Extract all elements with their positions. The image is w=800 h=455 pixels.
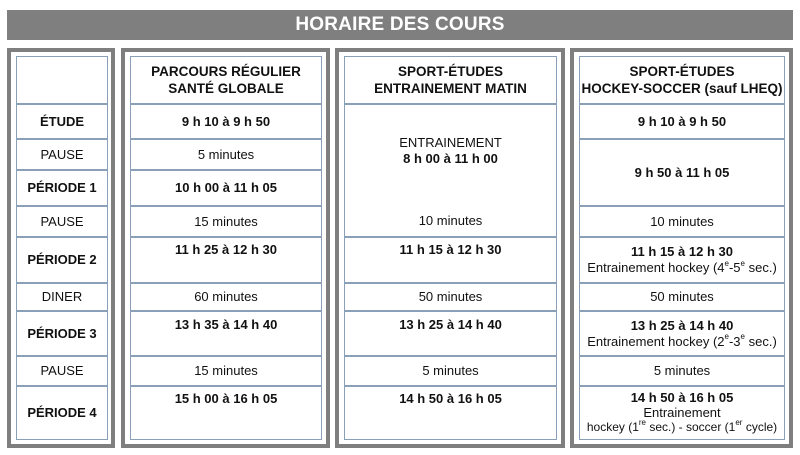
- morning-training-panel: [335, 48, 565, 448]
- cell-diner: 50 minutes: [344, 283, 557, 311]
- note-superscript: e: [724, 258, 729, 268]
- note-text: -5: [728, 260, 741, 275]
- note-text: sec.): [744, 260, 777, 275]
- training-note: [587, 260, 777, 276]
- cell-etude: 9 h 10 à 9 h 50: [579, 104, 785, 139]
- cell-periode-2: [579, 237, 785, 283]
- row-label-etude: ÉTUDE: [16, 104, 108, 139]
- regular-program-panel: [121, 48, 330, 448]
- note-superscript: er: [735, 418, 743, 427]
- column-header-regular: [130, 56, 322, 104]
- cell-periode-1: 9 h 50 à 11 h 05: [579, 139, 785, 206]
- note-text: hockey (1: [586, 420, 639, 434]
- training-note: [587, 334, 777, 350]
- cell-etude: 9 h 10 à 9 h 50: [130, 104, 322, 139]
- periode-time: 11 h 15 à 12 h 30: [631, 244, 733, 259]
- note-superscript: e: [724, 332, 729, 342]
- note-text: Entrainement hockey (4: [587, 260, 725, 275]
- page-title: HORAIRE DES COURS: [7, 10, 793, 40]
- note-text: cycle): [742, 420, 778, 434]
- column-header-hockey-soccer: [579, 56, 785, 104]
- training-note: Entrainement: [643, 405, 721, 420]
- periode-time: 14 h 50 à 16 h 05: [630, 390, 734, 405]
- cell-pause: 15 minutes: [130, 206, 322, 237]
- note-text: sec.): [744, 333, 777, 349]
- header-line: ENTRAINEMENT MATIN: [374, 81, 527, 96]
- column-header-morning-training: [344, 56, 557, 104]
- row-label-pause: PAUSE: [16, 206, 108, 237]
- note-superscript: e: [740, 332, 745, 342]
- row-label-diner: DINER: [16, 283, 108, 311]
- row-label-pause: PAUSE: [16, 139, 108, 170]
- note-superscript: re: [638, 418, 646, 427]
- row-labels-panel: [7, 48, 115, 448]
- cell-periode-2: 11 h 15 à 12 h 30: [344, 237, 557, 283]
- cell-diner: 60 minutes: [130, 283, 322, 311]
- cell-periode-3: 13 h 35 à 14 h 40: [130, 311, 322, 356]
- header-line: HOCKEY-SOCCER (sauf LHEQ): [581, 81, 783, 96]
- cell-pause: 15 minutes: [130, 356, 322, 386]
- row-label-periode-3: PÉRIODE 3: [16, 311, 108, 356]
- cell-pause: 10 minutes: [579, 206, 785, 237]
- training-time: 8 h 00 à 11 h 00: [403, 151, 498, 166]
- cell-periode-4: 15 h 00 à 16 h 05: [130, 386, 322, 440]
- cell-pause: 5 minutes: [579, 356, 785, 386]
- cell-periode-4: [579, 386, 785, 440]
- cell-periode-3: 13 h 25 à 14 h 40: [344, 311, 557, 356]
- header-line: SPORT-ÉTUDES: [629, 64, 735, 79]
- header-line: SANTÉ GLOBALE: [168, 81, 284, 96]
- cell-pause: 10 minutes: [344, 206, 557, 237]
- note-text: Entrainement hockey (2: [587, 333, 725, 349]
- header-line: PARCOURS RÉGULIER: [151, 64, 301, 79]
- training-label: ENTRAINEMENT: [399, 135, 502, 150]
- cell-periode-2: 11 h 25 à 12 h 30: [130, 237, 322, 283]
- header-line: SPORT-ÉTUDES: [397, 64, 503, 79]
- cell-pause: 5 minutes: [130, 139, 322, 170]
- note-superscript: e: [740, 258, 745, 268]
- periode-time: 13 h 25 à 14 h 40: [630, 317, 734, 333]
- hockey-soccer-panel: [570, 48, 793, 448]
- header-spacer: [16, 56, 108, 104]
- row-label-periode-1: PÉRIODE 1: [16, 170, 108, 206]
- training-note: [587, 420, 777, 435]
- note-text: sec.) - soccer (1: [646, 420, 736, 434]
- cell-pause: 5 minutes: [344, 356, 557, 386]
- row-label-periode-4: PÉRIODE 4: [16, 386, 108, 440]
- cell-periode-1: 10 h 00 à 11 h 05: [130, 170, 322, 206]
- row-label-pause: PAUSE: [16, 356, 108, 386]
- cell-periode-3: [579, 311, 785, 356]
- cell-periode-4: 14 h 50 à 16 h 05: [344, 386, 557, 440]
- cell-diner: 50 minutes: [579, 283, 785, 311]
- row-label-periode-2: PÉRIODE 2: [16, 237, 108, 283]
- note-text: -3: [728, 333, 741, 349]
